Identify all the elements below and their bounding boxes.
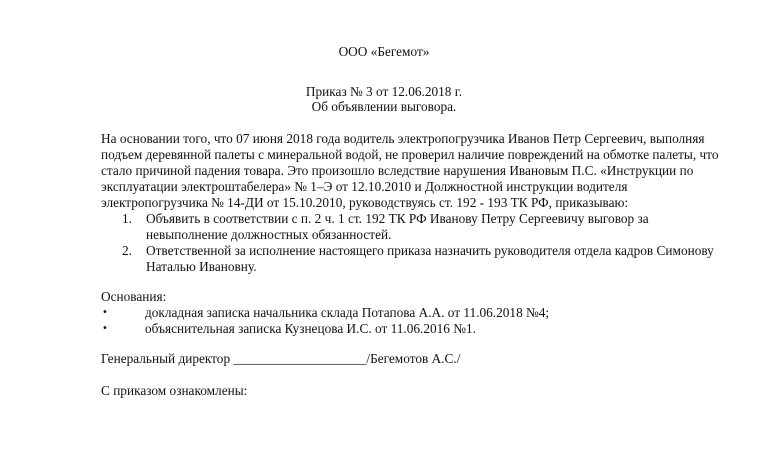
- order-item-line: Ответственной за исполнение настоящего приказа назначить руководителя отдела кадров Симонову: [146, 243, 714, 258]
- body-line: эксплуатации электроштабелера» № 1–Э от 12.10.2010 и Должностной инструкции водителя: [101, 179, 628, 194]
- signature-line: Генеральный директор ____________________/Бегемотов А.С./: [101, 351, 461, 366]
- basis-item: докладная записка начальника склада Потапова А.А. от 11.06.2018 №4;: [145, 305, 550, 320]
- order-item-line: невыполнение должностных обязанностей.: [146, 227, 392, 242]
- order-item-line: Объявить в соответствии с п. 2 ч. 1 ст. 192 ТК РФ Иванову Петру Сергеевичу выговор за: [146, 211, 649, 226]
- body-line: На основании того, что 07 июня 2018 года водитель электропогрузчика Иванов Петр Сергеевич, выполняя: [101, 131, 705, 146]
- body-line: подъем деревянной палеты с минеральной водой, не проверил наличие повреждений на обмотке палеты, что: [101, 147, 719, 162]
- order-item-line: Наталью Ивановну.: [146, 259, 257, 274]
- bullet-icon: •: [102, 323, 108, 334]
- basis-heading: Основания:: [101, 289, 167, 304]
- order-item-number: 2.: [122, 243, 132, 258]
- order-title: Приказ № 3 от 12.06.2018 г.: [305, 84, 463, 99]
- body-line: стало причиной падения товара. Это произошло вследствие нарушения Ивановым П.С. «Инструкции по: [101, 163, 694, 178]
- bullet-icon: •: [102, 307, 108, 318]
- body-line: электропогрузчика № 14-ДИ от 15.10.2010, руководствуясь ст. 192 - 193 ТК РФ, приказываю:: [101, 195, 629, 210]
- order-subject: Об объявлении выговора.: [311, 99, 457, 114]
- basis-item: объяснительная записка Кузнецова И.С. от 11.06.2016 №1.: [145, 321, 476, 336]
- organization-name: ООО «Бегемот»: [338, 44, 430, 59]
- order-item-number: 1.: [122, 211, 132, 226]
- acquaintance-line: С приказом ознакомлены:: [101, 383, 248, 398]
